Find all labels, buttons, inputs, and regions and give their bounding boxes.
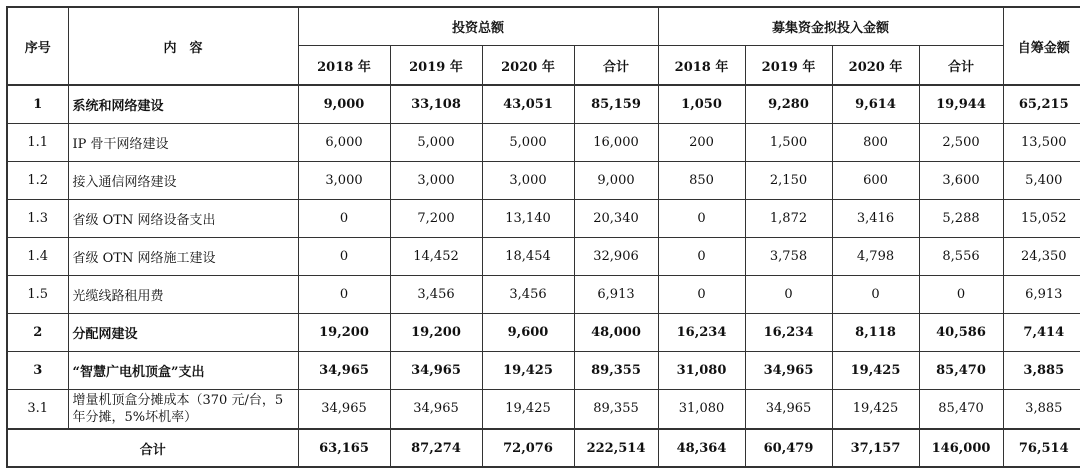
total-value: 48,364: [658, 429, 745, 467]
total-value: 76,514: [1003, 429, 1080, 467]
row-value: 1,050: [658, 85, 745, 123]
row-value: 3,000: [298, 161, 390, 199]
row-value: 0: [298, 199, 390, 237]
total-value: 63,165: [298, 429, 390, 467]
row-seq: 2: [7, 313, 68, 351]
row-content: 省级 OTN 网络施工建设: [68, 237, 298, 275]
row-value: 20,340: [574, 199, 658, 237]
row-value: 4,798: [832, 237, 919, 275]
row-content: 分配网建设: [68, 313, 298, 351]
row-value: 34,965: [298, 351, 390, 389]
header-total-2020: 2020 年: [482, 46, 574, 86]
header-total-2018: 2018 年: [298, 46, 390, 86]
row-value: 13,140: [482, 199, 574, 237]
row-value: 16,234: [745, 313, 832, 351]
row-value: 3,456: [390, 275, 482, 313]
row-value: 34,965: [390, 389, 482, 429]
total-value: 37,157: [832, 429, 919, 467]
total-value: 60,479: [745, 429, 832, 467]
row-value: 19,425: [832, 351, 919, 389]
row-value: 6,913: [574, 275, 658, 313]
row-value: 16,000: [574, 123, 658, 161]
row-content: 系统和网络建设: [68, 85, 298, 123]
row-value: 7,200: [390, 199, 482, 237]
row-value: 1,872: [745, 199, 832, 237]
row-seq: 1.2: [7, 161, 68, 199]
row-value: 89,355: [574, 351, 658, 389]
row-value: 2,150: [745, 161, 832, 199]
row-value: 600: [832, 161, 919, 199]
row-value: 89,355: [574, 389, 658, 429]
row-value: 48,000: [574, 313, 658, 351]
row-value: 43,051: [482, 85, 574, 123]
row-value: 34,965: [745, 351, 832, 389]
row-value: 85,470: [919, 389, 1003, 429]
row-value: 9,614: [832, 85, 919, 123]
row-value: 9,600: [482, 313, 574, 351]
row-seq: 1.4: [7, 237, 68, 275]
row-value: 65,215: [1003, 85, 1080, 123]
table-body: [7, 85, 1080, 467]
row-value: 0: [745, 275, 832, 313]
header-group-total: 投资总额: [298, 7, 658, 46]
row-seq: 1.3: [7, 199, 68, 237]
row-content: IP 骨干网络建设: [68, 123, 298, 161]
row-value: 9,000: [298, 85, 390, 123]
row-value: 32,906: [574, 237, 658, 275]
header-total-2019: 2019 年: [390, 46, 482, 86]
table-row: [7, 199, 1080, 237]
row-value: 9,000: [574, 161, 658, 199]
table-row: [7, 313, 1080, 351]
row-value: 3,758: [745, 237, 832, 275]
row-value: 9,280: [745, 85, 832, 123]
row-value: 6,913: [1003, 275, 1080, 313]
row-value: 31,080: [658, 351, 745, 389]
row-value: 800: [832, 123, 919, 161]
row-seq: 1.5: [7, 275, 68, 313]
total-value: 222,514: [574, 429, 658, 467]
header-seq: 序号: [7, 7, 68, 85]
row-value: 19,425: [482, 351, 574, 389]
row-value: 1,500: [745, 123, 832, 161]
row-value: 34,965: [745, 389, 832, 429]
row-value: 0: [658, 199, 745, 237]
row-value: 19,200: [298, 313, 390, 351]
row-value: 3,000: [482, 161, 574, 199]
row-value: 19,200: [390, 313, 482, 351]
row-value: 16,234: [658, 313, 745, 351]
row-content: “智慧广电机顶盒”支出: [68, 351, 298, 389]
row-value: 3,000: [390, 161, 482, 199]
row-value: 85,470: [919, 351, 1003, 389]
row-value: 8,118: [832, 313, 919, 351]
row-value: 5,288: [919, 199, 1003, 237]
table-row: [7, 161, 1080, 199]
row-value: 850: [658, 161, 745, 199]
row-value: 7,414: [1003, 313, 1080, 351]
row-value: 24,350: [1003, 237, 1080, 275]
row-value: 200: [658, 123, 745, 161]
row-value: 19,425: [482, 389, 574, 429]
table-row: [7, 389, 1080, 429]
header-total-sum: 合计: [574, 46, 658, 86]
row-value: 0: [919, 275, 1003, 313]
row-value: 14,452: [390, 237, 482, 275]
table-row: [7, 123, 1080, 161]
row-value: 0: [298, 237, 390, 275]
row-value: 19,425: [832, 389, 919, 429]
row-value: 3,885: [1003, 389, 1080, 429]
row-value: 15,052: [1003, 199, 1080, 237]
header-raised-2018: 2018 年: [658, 46, 745, 86]
header-raised-sum: 合计: [919, 46, 1003, 86]
row-seq: 3: [7, 351, 68, 389]
total-value: 87,274: [390, 429, 482, 467]
total-row: [7, 429, 1080, 467]
row-value: 2,500: [919, 123, 1003, 161]
row-value: 85,159: [574, 85, 658, 123]
total-value: 146,000: [919, 429, 1003, 467]
row-value: 0: [658, 237, 745, 275]
header-raised-2020: 2020 年: [832, 46, 919, 86]
total-value: 72,076: [482, 429, 574, 467]
row-value: 0: [832, 275, 919, 313]
row-content: 接入通信网络建设: [68, 161, 298, 199]
row-value: 5,000: [390, 123, 482, 161]
row-seq: 1: [7, 85, 68, 123]
row-seq: 1.1: [7, 123, 68, 161]
row-value: 0: [298, 275, 390, 313]
total-label: 合计: [7, 429, 298, 467]
row-value: 3,885: [1003, 351, 1080, 389]
table-row: [7, 275, 1080, 313]
header-self-funded: 自筹金额: [1003, 7, 1080, 85]
row-value: 19,944: [919, 85, 1003, 123]
row-value: 3,416: [832, 199, 919, 237]
table-row: [7, 237, 1080, 275]
row-value: 33,108: [390, 85, 482, 123]
row-seq: 3.1: [7, 389, 68, 429]
row-value: 13,500: [1003, 123, 1080, 161]
row-value: 5,000: [482, 123, 574, 161]
row-value: 5,400: [1003, 161, 1080, 199]
header-content: 内 容: [68, 7, 298, 85]
row-value: 34,965: [298, 389, 390, 429]
investment-table: [6, 6, 1080, 468]
row-value: 8,556: [919, 237, 1003, 275]
row-content: 光缆线路租用费: [68, 275, 298, 313]
row-value: 40,586: [919, 313, 1003, 351]
row-value: 18,454: [482, 237, 574, 275]
header-raised-2019: 2019 年: [745, 46, 832, 86]
row-value: 3,600: [919, 161, 1003, 199]
row-value: 6,000: [298, 123, 390, 161]
row-content: 省级 OTN 网络设备支出: [68, 199, 298, 237]
header-group-raised: 募集资金拟投入金额: [658, 7, 1003, 46]
row-value: 34,965: [390, 351, 482, 389]
row-content: 增量机顶盒分摊成本（370 元/台，5 年分摊，5%坏机率）: [68, 389, 298, 429]
table-row: [7, 351, 1080, 389]
row-value: 31,080: [658, 389, 745, 429]
table-row: [7, 85, 1080, 123]
row-value: 0: [658, 275, 745, 313]
row-value: 3,456: [482, 275, 574, 313]
